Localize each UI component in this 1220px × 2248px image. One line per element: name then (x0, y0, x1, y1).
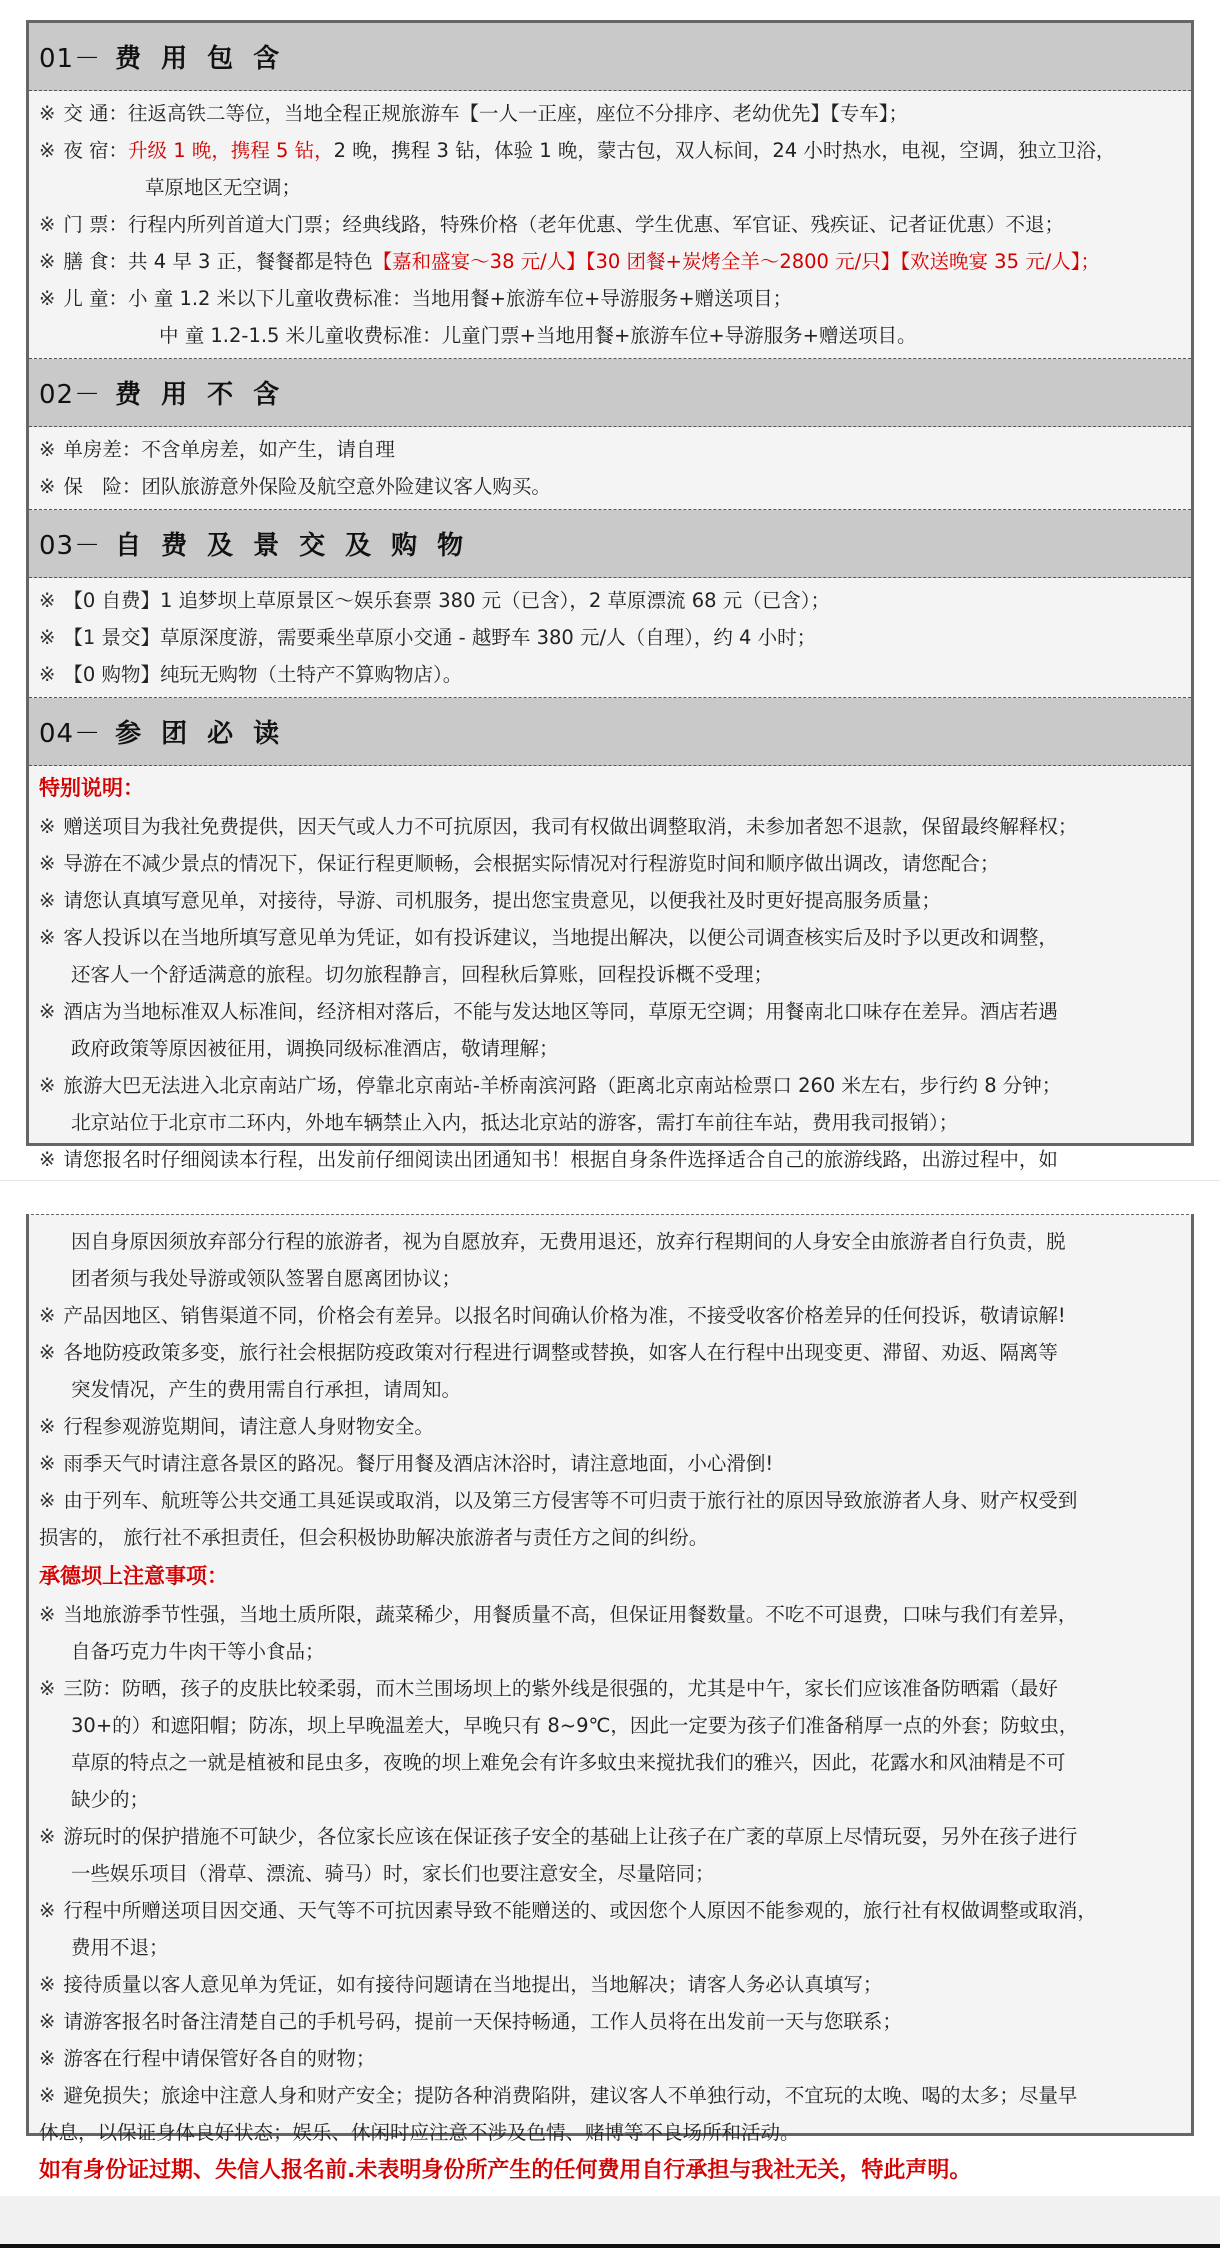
page1-box (26, 20, 1194, 1171)
continued-notes (29, 1215, 1191, 2191)
list-item: ※ 【1 景交】草原深度游，需要乘坐草原小交通 - 越野车 380 元/人（自理），约 4 小时； (39, 626, 817, 649)
list-item-continued: 政府政策等原因被征用，调换同级标准酒店，敬请理解； (71, 1037, 559, 1060)
bullet-icon: ※ (39, 1489, 56, 1512)
list-item: ※ 膳 食：共 4 早 3 正，餐餐都是特色【嘉和盛宴～38 元/人】【30 团餐+炭烤全羊～2800 元/只】【欢送晚宴 35 元/人】； (39, 250, 1101, 273)
section-header-must-read (29, 698, 1191, 766)
list-item-continued: 草原地区无空调； (145, 176, 302, 199)
section-number: 03－ (39, 531, 102, 561)
bullet-icon: ※ (39, 815, 56, 838)
list-item: ※ 儿 童：小 童 1.2 米以下儿童收费标准：当地用餐+旅游车位+导游服务+赠送项目； (39, 287, 793, 310)
list-item: ※ 保 险：团队旅游意外保险及航空意外险建议客人购买。 (39, 475, 551, 498)
bullet-icon: ※ (39, 1825, 56, 1848)
list-item: ※ 【0 购物】纯玩无购物（土特产不算购物店）。 (39, 663, 463, 686)
list-item: ※ 请您报名时仔细阅读本行程，出发前仔细阅读出团通知书！根据自身条件选择适合自己的旅游线路，出游过程中，如 (39, 1148, 1058, 1171)
bullet-icon: ※ (39, 475, 56, 498)
list-item-continued: 30+的）和遮阳帽；防冻，坝上早晚温差大，早晚只有 8~9℃，因此一定要为孩子们准备稍厚一点的外套；防蚊虫， (71, 1714, 1079, 1737)
list-item: ※ 行程参观游览期间，请注意人身财物安全。 (39, 1415, 434, 1438)
bullet-icon: ※ (39, 1304, 56, 1327)
list-item-continued: 还客人一个舒适满意的旅程。切勿旅程静言，回程秋后算账，回程投诉概不受理； (71, 963, 774, 986)
bottom-band (0, 2196, 1220, 2248)
list-item: ※ 产品因地区、销售渠道不同，价格会有差异。以报名时间确认价格为准，不接受收客价格差异的任何投诉，敬请谅解! (39, 1304, 1066, 1327)
list-item: ※ 行程中所赠送项目因交通、天气等不可抗因素导致不能赠送的、或因您个人原因不能参观的，旅行社有权做调整或取消， (39, 1899, 1097, 1922)
bullet-icon: ※ (39, 1899, 56, 1922)
list-item-continued: 损害的， 旅行社不承担责任，但会积极协助解决旅游者与责任方之间的纠纷。 (39, 1526, 709, 1549)
list-item-continued: 中 童 1.2-1.5 米儿童收费标准：儿童门票+当地用餐+旅游车位+导游服务+赠送项目。 (159, 324, 917, 347)
list-item: ※ 当地旅游季节性强，当地土质所限，蔬菜稀少，用餐质量不高，但保证用餐数量。不吃不可退费，口味与我们有差异， (39, 1603, 1078, 1626)
list-item: ※ 【0 自费】1 追梦坝上草原景区～娱乐套票 380 元（已含），2 草原漂流 68 元（已含）； (39, 589, 830, 612)
section-header-fees-included (29, 23, 1191, 91)
bullet-icon: ※ (39, 852, 56, 875)
section-must-read (29, 766, 1191, 1178)
list-item-continued: 缺少的； (71, 1788, 150, 1811)
section-number: 04－ (39, 719, 102, 749)
list-item: ※ 夜 宿：升级 1 晚，携程 5 钻，2 晚，携程 3 钻，体验 1 晚，蒙古包，双人标间，24 小时热水，电视，空调，独立卫浴， (39, 139, 1116, 162)
bullet-icon: ※ (39, 1074, 56, 1097)
bullet-icon: ※ (39, 139, 56, 162)
list-item: ※ 避免损失；旅途中注意人身和财产安全；提防各种消费陷阱，建议客人不单独行动，不宜玩的太晚、喝的太多；尽量早 (39, 2084, 1078, 2107)
section-header-self-paid (29, 510, 1191, 578)
final-declaration: 如有身份证过期、失信人报名前.未表明身份所产生的任何费用自行承担与我社无关，特此声明。 (39, 2158, 972, 2183)
bullet-icon: ※ (39, 2047, 56, 2070)
list-item: ※ 单房差：不含单房差，如产生，请自理 (39, 438, 395, 461)
section-number: 01－ (39, 44, 102, 74)
bullet-icon: ※ (39, 1341, 56, 1364)
bullet-icon: ※ (39, 626, 56, 649)
bullet-icon: ※ (39, 287, 56, 310)
page2-box (26, 1214, 1194, 2183)
page-separator (0, 1180, 1220, 1181)
list-item: ※ 门 票：行程内所列首道大门票；经典线路，特殊价格（老年优惠、学生优惠、军官证、残疾证、记者证优惠）不退； (39, 213, 1065, 236)
bullet-icon: ※ (39, 2010, 56, 2033)
list-item: ※ 交 通：往返高铁二等位，当地全程正规旅游车【一人一正座，座位不分排序、老幼优先】【专车】； (39, 102, 909, 125)
bullet-icon: ※ (39, 213, 56, 236)
bullet-icon: ※ (39, 889, 56, 912)
list-item-continued: 突发情况，产生的费用需自行承担，请周知。 (71, 1378, 462, 1401)
bullet-icon: ※ (39, 1973, 56, 1996)
list-item-continued: 因自身原因须放弃部分行程的旅游者，视为自愿放弃，无费用退还，放弃行程期间的人身安全由旅游者自行负责，脱 (71, 1230, 1066, 1253)
list-item-continued: 自备巧克力牛肉干等小食品； (71, 1640, 325, 1663)
bullet-icon: ※ (39, 1677, 56, 1700)
section-title: 参团必读 (115, 719, 300, 749)
list-item: ※ 三防：防晒，孩子的皮肤比较柔弱，而木兰围场坝上的紫外线是很强的，尤其是中午，家长们应该准备防晒霜（最好 (39, 1677, 1058, 1700)
list-item: ※ 赠送项目为我社免费提供，因天气或人力不可抗原因，我司有权做出调整取消，未参加者恕不退款，保留最终解释权； (39, 815, 1078, 838)
list-item: ※ 酒店为当地标准双人标准间，经济相对落后，不能与发达地区等同，草原无空调；用餐南北口味存在差异。酒店若遇 (39, 1000, 1058, 1023)
list-item: ※ 游客在行程中请保管好各自的财物； (39, 2047, 376, 2070)
bullet-icon: ※ (39, 589, 56, 612)
list-item-continued: 休息，以保证身体良好状态；娱乐、休闲时应注意不涉及色情、赌博等不良场所和活动。 (39, 2121, 800, 2144)
list-item-continued: 团者须与我处导游或领队签署自愿离团协议； (71, 1267, 462, 1290)
section-fees-excluded (29, 427, 1191, 510)
section-title: 费用不含 (115, 380, 300, 410)
special-note-heading: 特别说明： (39, 776, 144, 800)
bullet-icon: ※ (39, 1415, 56, 1438)
list-item: ※ 旅游大巴无法进入北京南站广场，停靠北京南站-羊桥南滨河路（距离北京南站检票口 260 米左右，步行约 8 分钟； (39, 1074, 1062, 1097)
notice-heading: 承德坝上注意事项： (39, 1564, 228, 1588)
section-number: 02－ (39, 380, 102, 410)
bullet-icon: ※ (39, 663, 56, 686)
section-title: 费用包含 (115, 44, 300, 74)
list-item-continued: 北京站位于北京市二环内，外地车辆禁止入内，抵达北京站的游客，需打车前往车站，费用我司报销）； (71, 1111, 959, 1134)
list-item: ※ 雨季天气时请注意各景区的路况。餐厅用餐及酒店沐浴时，请注意地面，小心滑倒! (39, 1452, 774, 1475)
bullet-icon: ※ (39, 926, 56, 949)
section-self-paid (29, 578, 1191, 698)
bottom-rule (0, 2244, 1220, 2248)
list-item: ※ 接待质量以客人意见单为凭证，如有接待问题请在当地提出，当地解决；请客人务必认真填写； (39, 1973, 883, 1996)
bullet-icon: ※ (39, 438, 56, 461)
bullet-icon: ※ (39, 1148, 56, 1171)
list-item: ※ 请您认真填写意见单，对接待，导游、司机服务，提出您宝贵意见，以便我社及时更好提高服务质量； (39, 889, 941, 912)
bullet-icon: ※ (39, 2084, 56, 2107)
bullet-icon: ※ (39, 102, 56, 125)
list-item: ※ 导游在不减少景点的情况下，保证行程更顺畅，会根据实际情况对行程游览时间和顺序做出调改，请您配合； (39, 852, 1000, 875)
section-header-fees-excluded (29, 359, 1191, 427)
bullet-icon: ※ (39, 1000, 56, 1023)
bullet-icon: ※ (39, 250, 56, 273)
section-title: 自费及景交及购物 (115, 531, 484, 561)
list-item: ※ 客人投诉以在当地所填写意见单为凭证，如有投诉建议，当地提出解决，以便公司调查核实后及时予以更改和调整， (39, 926, 1058, 949)
section-fees-included (29, 91, 1191, 359)
list-item: ※ 游玩时的保护措施不可缺少，各位家长应该在保证孩子安全的基础上让孩子在广袤的草原上尽情玩耍，另外在孩子进行 (39, 1825, 1078, 1848)
list-item: ※ 各地防疫政策多变，旅行社会根据防疫政策对行程进行调整或替换，如客人在行程中出现变更、滞留、劝返、隔离等 (39, 1341, 1058, 1364)
list-item: ※ 由于列车、航班等公共交通工具延误或取消，以及第三方侵害等不可归责于旅行社的原因导致旅游者人身、财产权受到 (39, 1489, 1078, 1512)
bullet-icon: ※ (39, 1603, 56, 1626)
list-item-continued: 一些娱乐项目（滑草、漂流、骑马）时，家长们也要注意安全，尽量陪同； (71, 1862, 715, 1885)
bullet-icon: ※ (39, 1452, 56, 1475)
list-item-continued: 草原的特点之一就是植被和昆虫多，夜晚的坝上难免会有许多蚊虫来搅扰我们的雅兴，因此，花露水和风油精是不可 (71, 1751, 1066, 1774)
list-item-continued: 费用不退； (71, 1936, 169, 1959)
list-item: ※ 请游客报名时备注清楚自己的手机号码，提前一天保持畅通，工作人员将在出发前一天与您联系； (39, 2010, 902, 2033)
